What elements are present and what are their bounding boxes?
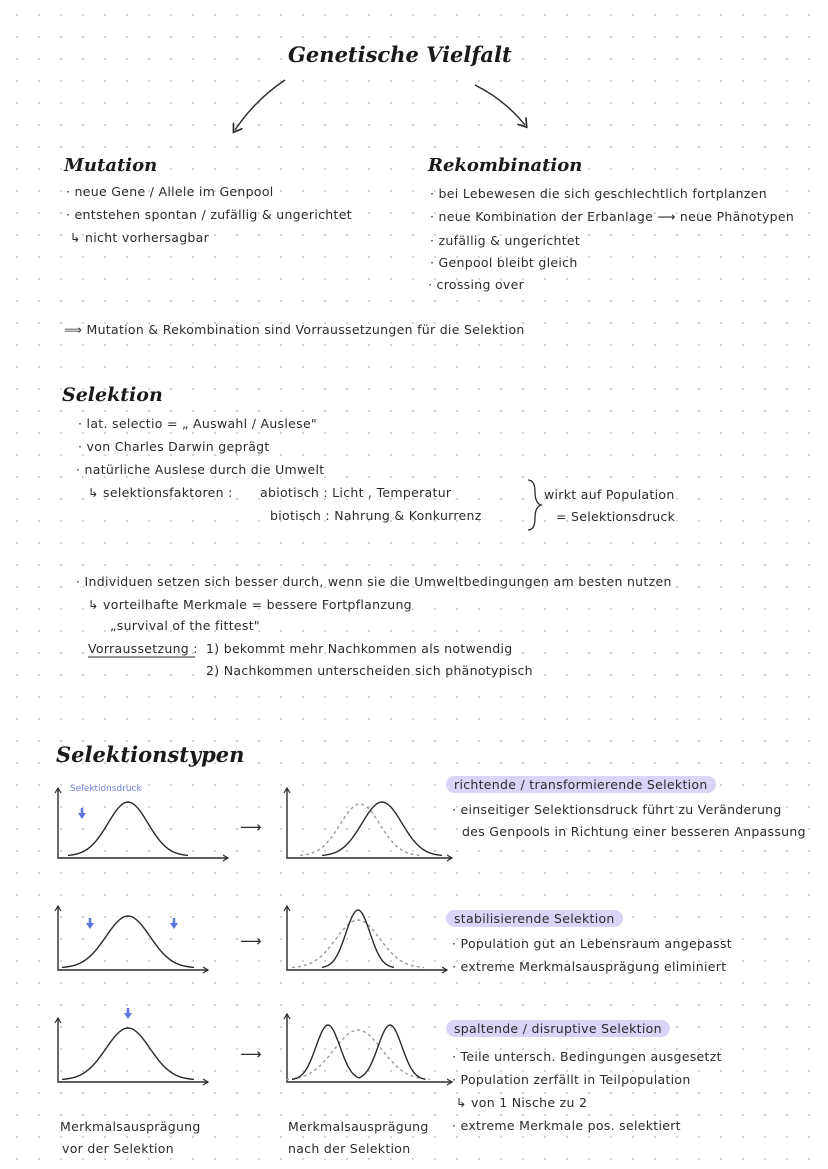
selektion-item: · lat. selectio = „ Auswahl / Auslese" [78, 416, 317, 431]
biotisch-text: biotisch : Nahrung & Konkurrenz [270, 508, 482, 523]
rekombination-item: · Genpool bleibt gleich [430, 255, 578, 270]
type-line: · extreme Merkmale pos. selektiert [452, 1118, 681, 1133]
vorraussetzung-item: 2) Nachkommen unterscheiden sich phänotypisch [206, 663, 533, 678]
mutation-item: · neue Gene / Allele im Genpool [66, 184, 274, 199]
curve-after [292, 1025, 426, 1079]
type-name-richtend: richtende / transformierende Selektion [446, 776, 716, 793]
abiotisch-text: abiotisch : Licht , Temperatur [260, 485, 452, 500]
type-line: · Population zerfällt in Teilpopulation [452, 1072, 691, 1087]
vorraussetzung-item: 1) bekommt mehr Nachkommen als notwendig [206, 641, 513, 656]
axis [58, 788, 228, 858]
type-line: · einseitiger Selektionsdruck führt zu Veränderung [452, 802, 782, 817]
selection-pressure-arrow-icon [78, 813, 86, 819]
selection-pressure-arrow-icon [86, 923, 94, 929]
conclusion: ⟹ Mutation & Rekombination sind Vorraussetzungen für die Selektion [64, 322, 525, 337]
axis [287, 1014, 452, 1082]
selektion-item: · natürliche Auslese durch die Umwelt [76, 462, 325, 477]
caption-after: nach der Selektion [288, 1141, 411, 1156]
type-line: ↳ von 1 Nische zu 2 [456, 1095, 588, 1110]
curve-original-dashed [300, 804, 420, 855]
axis [287, 788, 452, 858]
rekombination-heading: Rekombination [428, 155, 583, 176]
caption-before: vor der Selektion [62, 1141, 174, 1156]
caption-before: Merkmalsausprägung [60, 1119, 201, 1134]
axis [58, 1018, 208, 1082]
curve-after [322, 910, 394, 967]
type-name-disruptiv: spaltende / disruptive Selektion [446, 1020, 670, 1037]
axis [287, 906, 447, 970]
curve-before [68, 802, 188, 855]
type-line: · Teile untersch. Bedingungen ausgesetzt [452, 1049, 722, 1064]
rekombination-item: · neue Kombination der Erbanlage ⟶ neue Phänotypen [430, 209, 795, 224]
vorraussetzung-label: Vorraussetzung : [88, 641, 198, 656]
selektion-heading: Selektion [62, 384, 163, 406]
rekombination-item: · bei Lebewesen die sich geschlechtlich fortplanzen [430, 186, 767, 201]
selektionsdruck-text: = Selektionsdruck [556, 509, 676, 524]
curve-original-dashed [286, 1030, 430, 1079]
mutation-heading: Mutation [64, 155, 158, 176]
transition-arrow: ⟶ [240, 818, 262, 836]
transition-arrow: ⟶ [240, 1045, 262, 1063]
caption-after: Merkmalsausprägung [288, 1119, 429, 1134]
selektionsdruck-label: Selektionsdruck [70, 784, 142, 794]
wirkt-text: wirkt auf Population [544, 487, 675, 502]
transition-arrow: ⟶ [240, 932, 262, 950]
type-line: · extreme Merkmalsausprägung eliminiert [452, 959, 727, 974]
rekombination-item: · zufällig & ungerichtet [430, 233, 581, 248]
selektion-item: · von Charles Darwin geprägt [78, 439, 270, 454]
survival-item: · Individuen setzen sich besser durch, wenn sie die Umweltbedingungen am besten nutzen [76, 574, 672, 589]
type-line: · Population gut an Lebensraum angepasst [452, 936, 732, 951]
type-line: des Genpools in Richtung einer besseren Anpassung [462, 824, 806, 839]
curve-before [62, 1028, 194, 1079]
mutation-item: ↳ nicht vorhersagbar [70, 230, 210, 245]
mutation-item: · entstehen spontan / zufällig & ungerichtet [66, 207, 352, 222]
rekombination-item: · crossing over [428, 277, 525, 292]
curve-original-dashed [292, 920, 424, 968]
type-name-stabilisierend: stabilisierende Selektion [446, 910, 623, 927]
survival-item: ↳ vorteilhafte Merkmale = bessere Fortpflanzung [88, 597, 412, 612]
page-title: Genetische Vielfalt [288, 42, 512, 67]
selektionstypen-heading: Selektionstypen [56, 742, 245, 767]
selection-pressure-arrow-icon [124, 1013, 132, 1019]
survival-item: „survival of the fittest" [110, 618, 260, 633]
selektionsfaktoren-label: ↳ selektionsfaktoren : [88, 485, 233, 500]
axis [58, 906, 208, 970]
selection-pressure-arrow-icon [170, 923, 178, 929]
